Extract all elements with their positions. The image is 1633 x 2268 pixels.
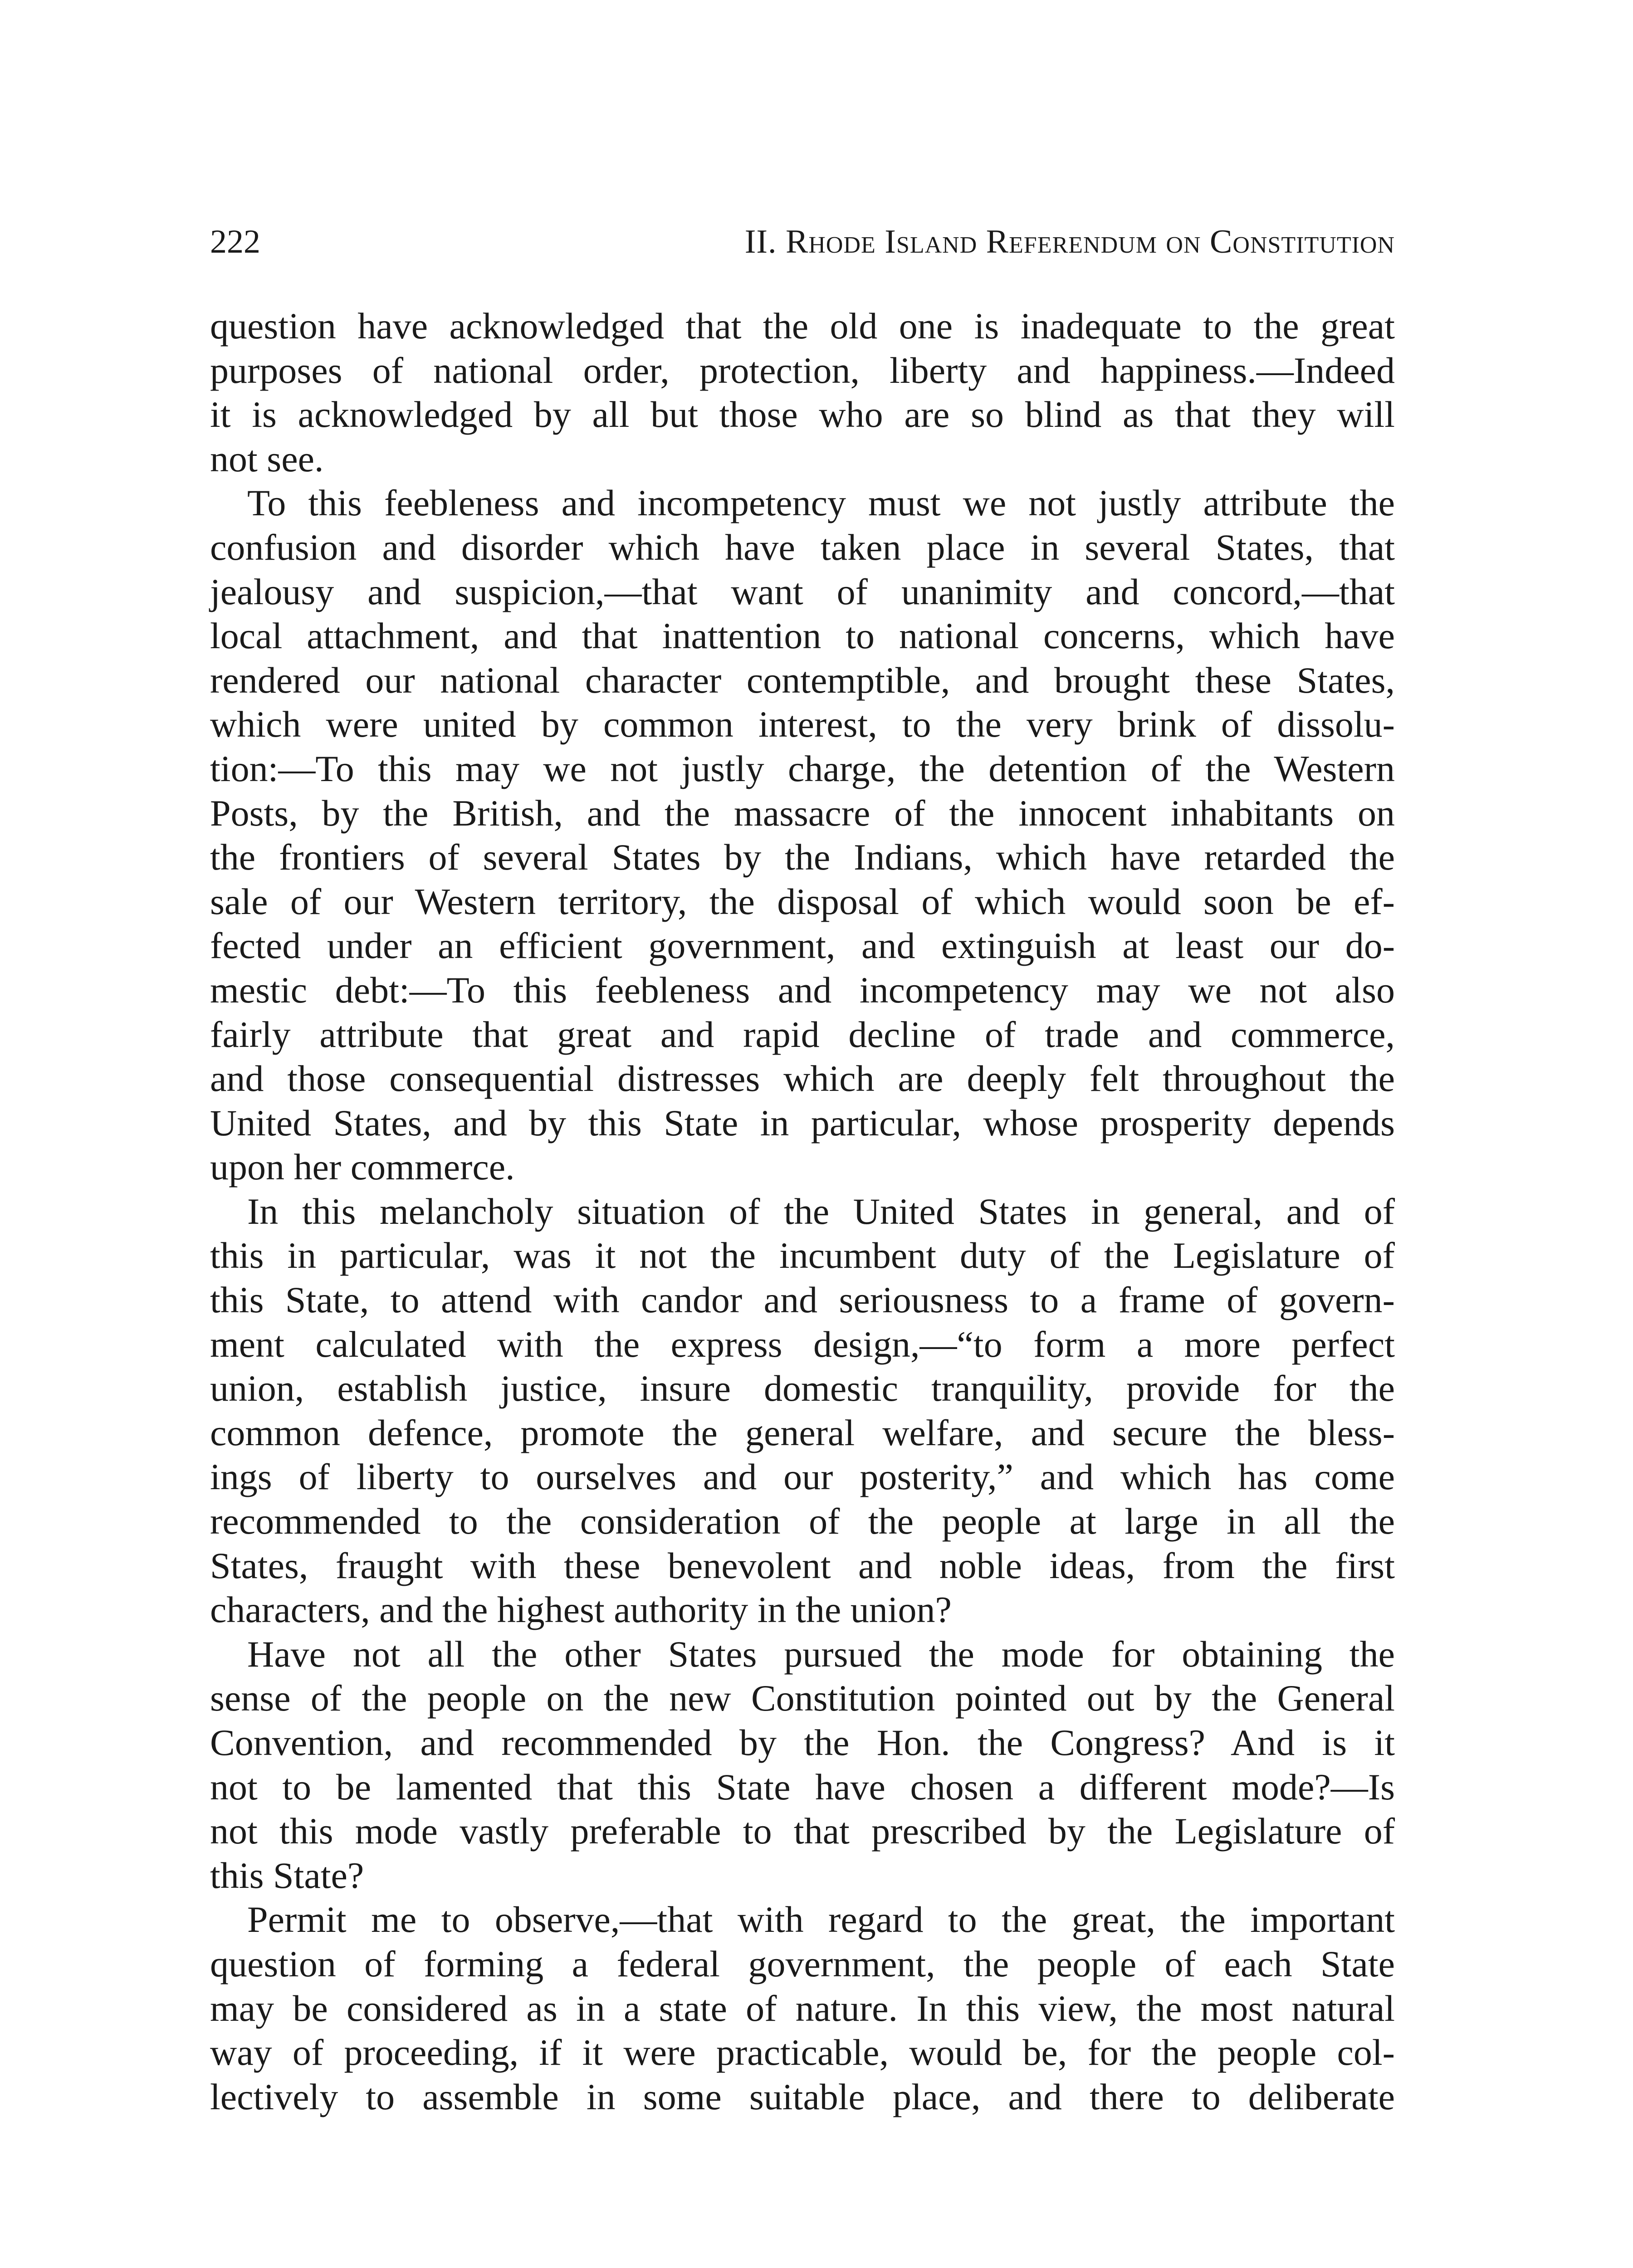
text-line: which were united by common interest, to the very brink of dissolu-: [210, 704, 1395, 745]
text-line: this State?: [210, 1854, 364, 1896]
text-line: local attachment, and that inattention to national concerns, which have: [210, 615, 1395, 657]
text-line: Convention, and recommended by the Hon. the Congress? And is it: [210, 1722, 1395, 1763]
paragraph: [210, 1632, 1395, 1898]
paragraph: [210, 1897, 1395, 2119]
paragraph: [210, 1189, 1395, 1632]
text-line: not to be lamented that this State have chosen a different mode?—Is: [210, 1766, 1395, 1808]
text-line: confusion and disorder which have taken place in several States, that: [210, 526, 1395, 568]
text-line: recommended to the consideration of the people at large in all the: [210, 1501, 1395, 1542]
text-line: not this mode vastly preferable to that prescribed by the Legislature of: [210, 1810, 1395, 1852]
text-line: not see.: [210, 438, 324, 479]
text-line: rendered our national character contemptible, and brought these States,: [210, 659, 1395, 701]
text-line: this in particular, was it not the incumbent duty of the Legislature of: [210, 1235, 1395, 1276]
paragraph: [210, 481, 1395, 1189]
text-line: ings of liberty to ourselves and our posterity,” and which has come: [210, 1456, 1395, 1498]
text-line: question of forming a federal government, the people of each State: [210, 1943, 1395, 1984]
text-line: Have not all the other States pursued the mode for obtaining the: [247, 1633, 1395, 1675]
text-line: this State, to attend with candor and seriousness to a frame of govern-: [210, 1279, 1395, 1321]
text-line: States, fraught with these benevolent and noble ideas, from the first: [210, 1545, 1395, 1586]
text-line: fected under an efficient government, and extinguish at least our do-: [210, 925, 1395, 967]
text-line: To this feebleness and incompetency must we not justly attribute the: [247, 482, 1395, 524]
text-line: upon her commerce.: [210, 1146, 515, 1188]
text-line: Permit me to observe,—that with regard to the great, the important: [247, 1899, 1395, 1941]
text-line: common defence, promote the general welfare, and secure the bless-: [210, 1412, 1395, 1453]
text-line: and those consequential distresses which are deeply felt throughout the: [210, 1058, 1395, 1100]
text-line: Posts, by the British, and the massacre of the innocent inhabitants on: [210, 792, 1395, 834]
text-line: lectively to assemble in some suitable place, and there to deliberate: [210, 2076, 1395, 2117]
body-text: [210, 304, 1395, 2119]
text-line: question have acknowledged that the old one is inadequate to the great: [210, 305, 1395, 347]
paragraph: [210, 304, 1395, 481]
text-line: characters, and the highest authority in the union?: [210, 1589, 952, 1631]
text-line: the frontiers of several States by the Indians, which have retarded the: [210, 836, 1395, 878]
text-line: fairly attribute that great and rapid decline of trade and commerce,: [210, 1013, 1395, 1055]
text-line: way of proceeding, if it were practicable, would be, for the people col-: [210, 2032, 1395, 2073]
text-line: tion:—To this may we not justly charge, the detention of the Western: [210, 748, 1395, 789]
text-line: union, establish justice, insure domestic tranquility, provide for the: [210, 1368, 1395, 1409]
text-line: ment calculated with the express design,—“to form a more perfect: [210, 1323, 1395, 1365]
text-line: sense of the people on the new Constitution pointed out by the General: [210, 1677, 1395, 1719]
page-number: 222: [210, 223, 260, 260]
text-line: jealousy and suspicion,—that want of unanimity and concord,—that: [210, 571, 1395, 612]
text-line: mestic debt:—To this feebleness and incompetency may we not also: [210, 969, 1395, 1011]
running-head: [210, 217, 1395, 267]
text-line: In this melancholy situation of the United States in general, and of: [247, 1190, 1395, 1232]
text-line: United States, and by this State in particular, whose prosperity depends: [210, 1102, 1395, 1144]
running-title: II. Rhode Island Referendum on Constitution: [744, 223, 1395, 260]
text-line: purposes of national order, protection, liberty and happiness.—Indeed: [210, 349, 1395, 391]
text-line: sale of our Western territory, the disposal of which would soon be ef-: [210, 880, 1395, 922]
text-line: it is acknowledged by all but those who are so blind as that they will: [210, 394, 1395, 435]
text-line: may be considered as in a state of nature. In this view, the most natural: [210, 1987, 1395, 2029]
